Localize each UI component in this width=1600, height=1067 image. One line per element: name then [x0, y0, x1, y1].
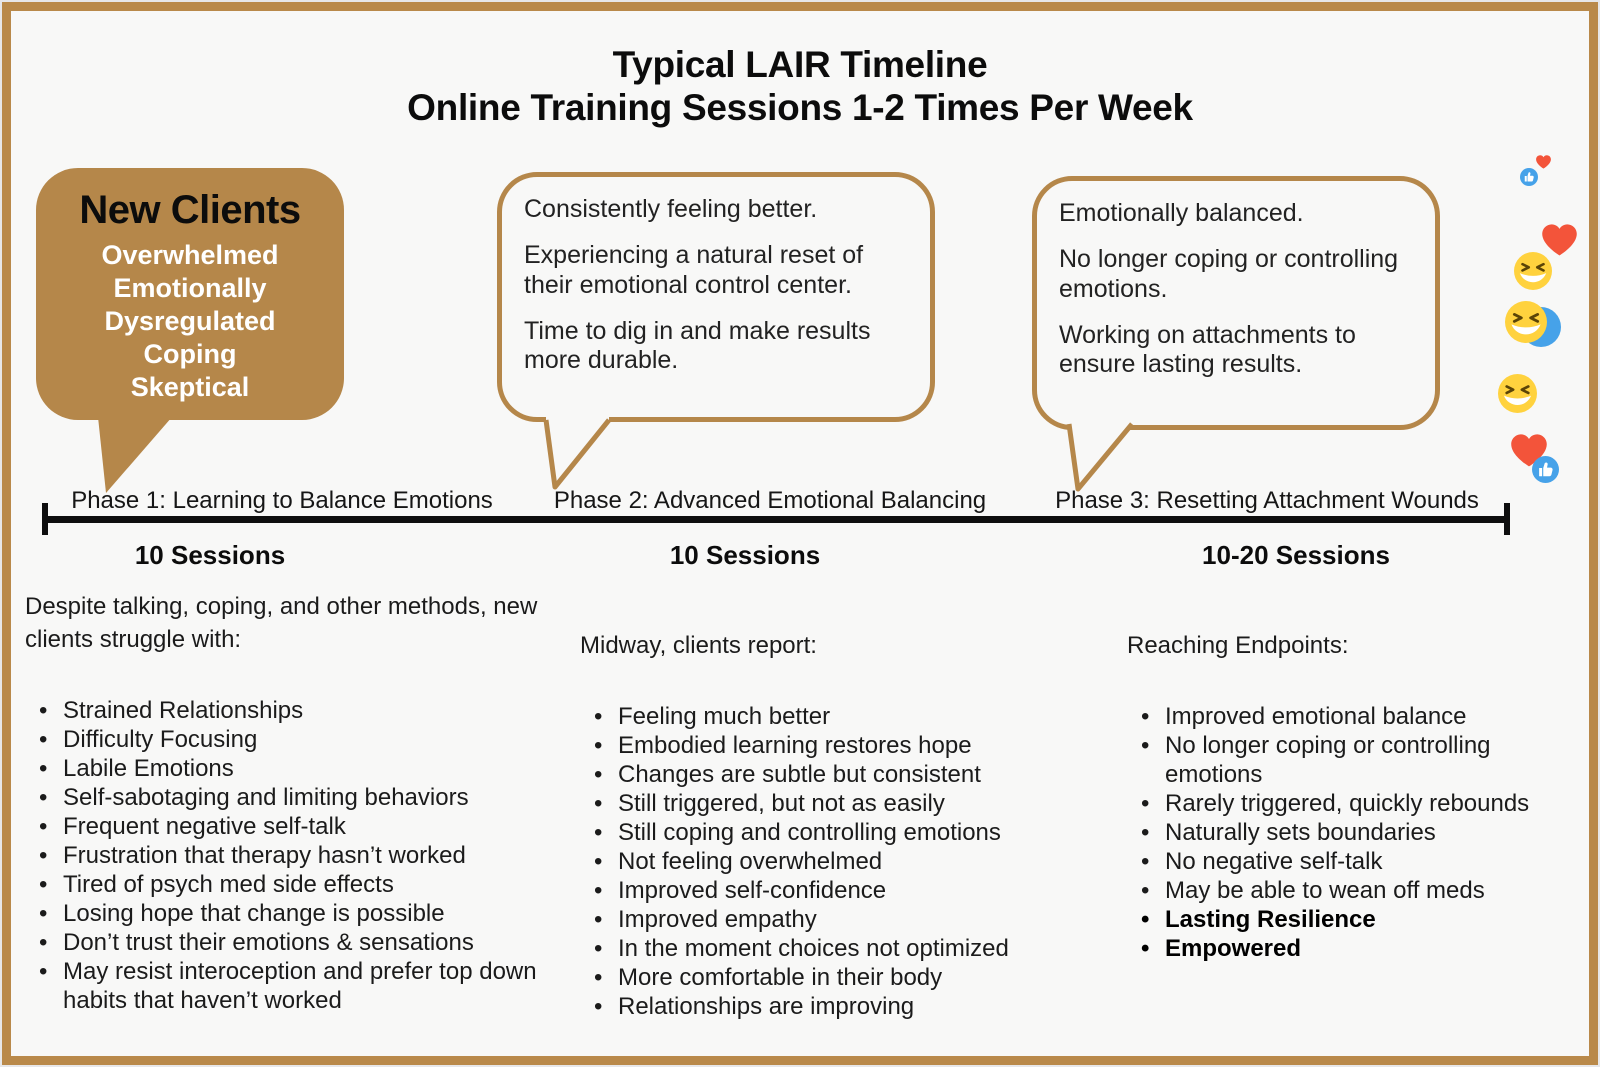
list-item: • No negative self-talk	[1139, 847, 1539, 876]
list-item: • Frustration that therapy hasn’t worked	[37, 841, 543, 870]
list-item: • Still triggered, but not as easily	[592, 789, 1076, 818]
bubble-line: Coping	[143, 339, 237, 369]
timeline-axis	[45, 516, 1507, 523]
list-item: • Embodied learning restores hope	[592, 731, 1076, 760]
phase-3-column	[1127, 630, 1539, 963]
list-item: • Difficulty Focusing	[37, 725, 543, 754]
list-item: • In the moment choices not optimized	[592, 934, 1076, 963]
list-item: • May be able to wean off meds	[1139, 876, 1539, 905]
bullet-list	[1139, 702, 1539, 963]
title-line-1: Typical LAIR Timeline	[612, 44, 988, 85]
list-item: • Changes are subtle but consistent	[592, 760, 1076, 789]
list-item: • Empowered	[1139, 934, 1539, 963]
phase-1-column	[25, 591, 543, 1015]
title-line-2: Online Training Sessions 1-2 Times Per Week	[407, 86, 1193, 128]
bubble-line: Skeptical	[130, 372, 250, 402]
list-item: • Don’t trust their emotions & sensations	[37, 928, 543, 957]
phase-2-label: Phase 2: Advanced Emotional Balancing	[553, 487, 987, 514]
bullet-list	[37, 696, 543, 1015]
phase-2-sessions: 10 Sessions	[669, 540, 821, 570]
timeline-end-tick	[1504, 503, 1510, 535]
list-item: • Labile Emotions	[37, 754, 543, 783]
speech-bubble-new-clients	[36, 168, 344, 420]
timeline-start-tick	[42, 503, 48, 535]
list-item: • Not feeling overwhelmed	[592, 847, 1076, 876]
haha-icon	[1505, 301, 1547, 343]
speech-tail-icon	[92, 417, 174, 495]
list-item: • Naturally sets boundaries	[1139, 818, 1539, 847]
phase-1-sessions: 10 Sessions	[134, 540, 286, 570]
column-intro: Despite talking, coping, and other methods, new clients struggle with:	[25, 593, 538, 653]
heart-icon	[1536, 155, 1551, 169]
list-item: • Lasting Resilience	[1139, 905, 1539, 934]
speech-bubble-phase-3	[1032, 176, 1440, 430]
phase-1-label: Phase 1: Learning to Balance Emotions	[71, 487, 493, 514]
bubble-paragraph: No longer coping or controlling emotions.	[1059, 245, 1399, 303]
bullet-list	[592, 702, 1076, 1021]
list-item: • Frequent negative self-talk	[37, 812, 543, 841]
page-title	[0, 44, 1600, 130]
bubble-line: Dysregulated	[104, 306, 276, 336]
like-icon	[1532, 456, 1559, 483]
bubble-line: Emotionally	[113, 273, 267, 303]
haha-icon	[1514, 252, 1552, 290]
list-item: • Rarely triggered, quickly rebounds	[1139, 789, 1539, 818]
speech-tail-icon	[543, 417, 615, 493]
list-item: • No longer coping or controlling emotions	[1139, 731, 1539, 789]
list-item: • Relationships are improving	[592, 992, 1076, 1021]
bubble-line: Overwhelmed	[101, 240, 279, 270]
list-item: • Improved self-confidence	[592, 876, 1076, 905]
bubble-paragraph: Time to dig in and make results more durable.	[524, 316, 871, 374]
phase-3-label: Phase 3: Resetting Attachment Wounds	[1055, 487, 1479, 514]
list-item: • Self-sabotaging and limiting behaviors	[37, 783, 543, 812]
bubble-paragraph: Emotionally balanced.	[1059, 199, 1304, 227]
list-item: • Improved empathy	[592, 905, 1076, 934]
column-intro: Midway, clients report:	[580, 632, 817, 659]
list-item: • Still coping and controlling emotions	[592, 818, 1076, 847]
bubble-paragraph: Working on attachments to ensure lasting results.	[1059, 320, 1356, 378]
list-item: • Tired of psych med side effects	[37, 870, 543, 899]
like-icon	[1520, 168, 1538, 186]
phase-3-sessions: 10-20 Sessions	[1202, 540, 1390, 570]
list-item: • Losing hope that change is possible	[37, 899, 543, 928]
bubble-heading: New Clients	[79, 188, 301, 232]
speech-tail-icon	[1066, 421, 1138, 495]
list-item: • May resist interoception and prefer top down habits that haven’t worked	[37, 957, 543, 1015]
column-intro: Reaching Endpoints:	[1127, 632, 1349, 659]
list-item: • Strained Relationships	[37, 696, 543, 725]
bubble-paragraph: Consistently feeling better.	[524, 195, 818, 223]
speech-bubble-phase-2	[497, 172, 935, 422]
haha-icon	[1498, 374, 1537, 413]
bubble-paragraph: Experiencing a natural reset of their emotional control center.	[524, 241, 864, 299]
phase-2-column	[580, 630, 1076, 1021]
list-item: • Improved emotional balance	[1139, 702, 1539, 731]
list-item: • Feeling much better	[592, 702, 1076, 731]
list-item: • More comfortable in their body	[592, 963, 1076, 992]
